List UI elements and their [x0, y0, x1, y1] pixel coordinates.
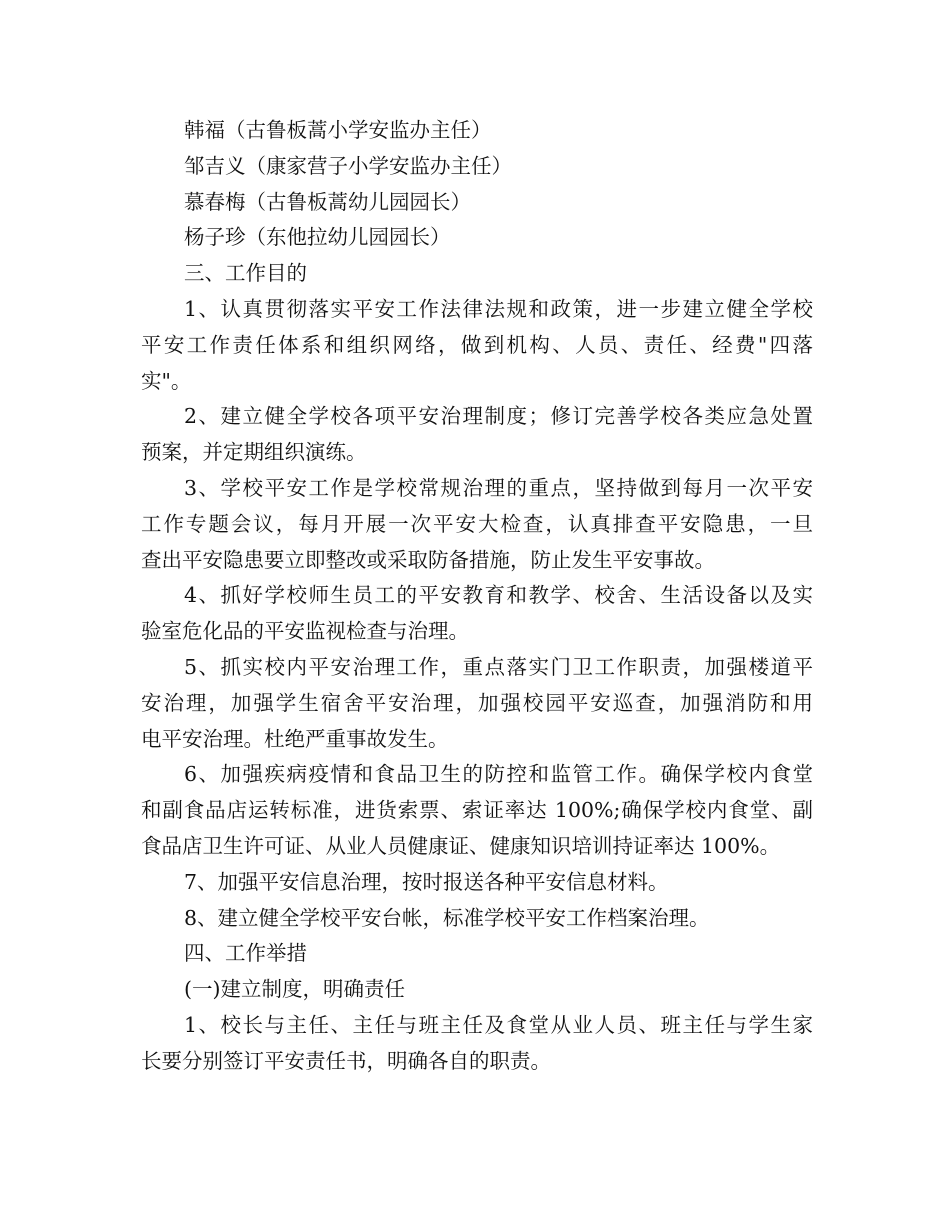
text-line: 韩福（古鲁板蒿小学安监办主任）	[184, 118, 492, 142]
text-line: 3、学校平安工作是学校常规治理的重点，坚持做到每月一次平安	[184, 475, 813, 500]
text-line: 实"。	[141, 368, 192, 393]
text-line: 8、建立健全学校平安台帐，标准学校平安工作档案治理。	[184, 905, 710, 930]
text-line: 2、建立健全学校各项平安治理制度；修订完善学校各类应急处置	[184, 404, 813, 429]
text-line: 6、加强疾病疫情和食品卫生的防控和监管工作。确保学校内食堂	[184, 762, 813, 787]
text-line: 7、加强平安信息治理，按时报送各种平安信息材料。	[184, 869, 669, 894]
text-line: 查出平安隐患要立即整改或采取防备措施，防止发生平安事故。	[141, 547, 715, 572]
text-line: 杨子珍（东他拉幼儿园园长）	[184, 225, 451, 250]
text-line: 和副食品店运转标准，进货索票、索证率达 100%;确保学校内食堂、副	[141, 798, 813, 823]
text-line: 验室危化品的平安监视检查与治理。	[141, 619, 469, 644]
text-line: (一)建立制度，明确责任	[184, 977, 405, 1002]
text-line: 邹吉义（康家营子小学安监办主任）	[184, 153, 512, 178]
text-line: 平安工作责任体系和组织网络，做到机构、人员、责任、经费"四落	[141, 332, 813, 357]
text-line: 4、抓好学校师生员工的平安教育和教学、校舍、生活设备以及实	[184, 583, 813, 608]
text-line: 1、校长与主任、主任与班主任及食堂从业人员、班主任与学生家	[184, 1012, 813, 1037]
text-line: 电平安治理。杜绝严重事故发生。	[141, 726, 449, 751]
text-line: 四、工作举措	[184, 941, 307, 966]
text-line: 长要分别签订平安责任书，明确各自的职责。	[141, 1048, 551, 1073]
text-line: 5、抓实校内平安治理工作，重点落实门卫工作职责，加强楼道平	[184, 654, 813, 679]
text-line: 慕春梅（古鲁板蒿幼儿园园长）	[184, 189, 471, 214]
text-line: 1、认真贯彻落实平安工作法律法规和政策，进一步建立健全学校	[184, 296, 813, 321]
text-line: 工作专题会议，每月开展一次平安大检查，认真排查平安隐患，一旦	[141, 511, 813, 536]
text-line: 预案，并定期组织演练。	[141, 440, 367, 465]
document-body	[141, 113, 813, 1080]
text-line: 安治理，加强学生宿舍平安治理，加强校园平安巡查，加强消防和用	[141, 690, 813, 715]
text-line: 食品店卫生许可证、从业人员健康证、健康知识培训持证率达 100%。	[141, 833, 781, 858]
text-line: 三、工作目的	[184, 261, 307, 286]
